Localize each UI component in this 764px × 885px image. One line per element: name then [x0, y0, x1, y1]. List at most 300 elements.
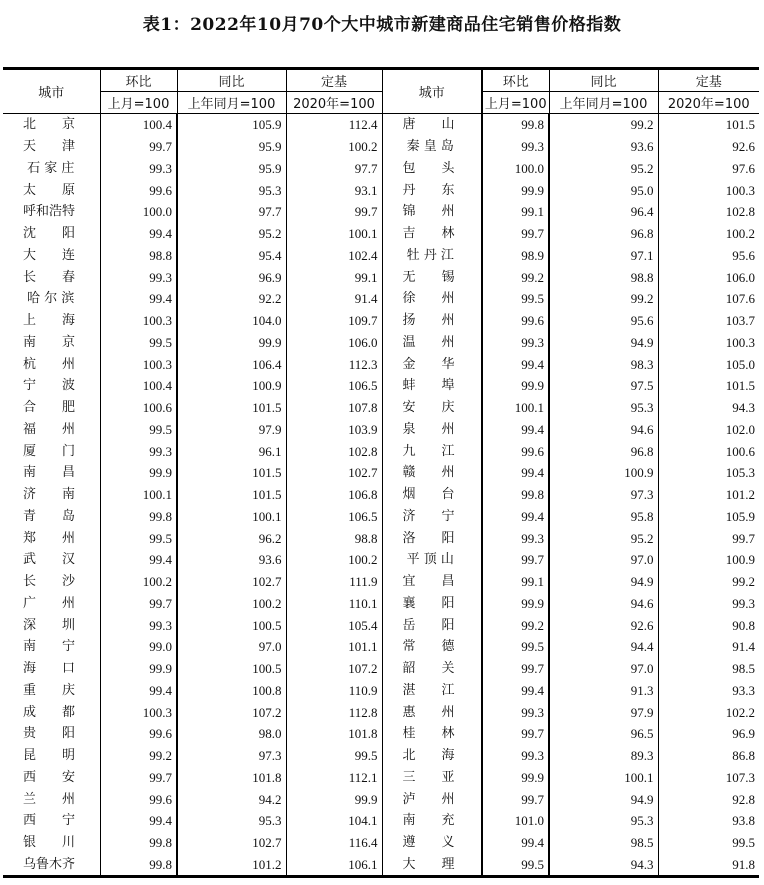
- fixed-cell-right: 98.5: [658, 658, 759, 680]
- city-cell-right: [382, 745, 482, 767]
- city-name: 太 原: [23, 182, 76, 198]
- table-row: [3, 527, 759, 549]
- fixed-cell-right: 100.9: [658, 549, 759, 571]
- mom-cell-left: 99.2: [100, 745, 177, 767]
- mom-cell-right: 99.5: [482, 288, 549, 310]
- city-cell-right: [382, 375, 482, 397]
- city-cell-left: [3, 310, 100, 332]
- city-name: 赣 州: [402, 465, 455, 481]
- mom-cell-left: 99.7: [100, 767, 177, 789]
- yoy-cell-right: 100.9: [549, 462, 658, 484]
- fixed-cell-right: 93.8: [658, 810, 759, 832]
- yoy-cell-left: 98.0: [177, 723, 286, 745]
- table-row: [3, 114, 759, 136]
- city-name: 南 京: [23, 334, 76, 350]
- fixed-cell-right: 86.8: [658, 745, 759, 767]
- city-name: 岳 阳: [402, 617, 455, 633]
- mom-cell-left: 99.4: [100, 288, 177, 310]
- city-name: 长 春: [23, 269, 76, 285]
- fixed-cell-left: 107.8: [286, 397, 382, 419]
- fixed-cell-left: 97.7: [286, 158, 382, 180]
- city-name: 丹 东: [402, 182, 455, 198]
- yoy-cell-left: 96.2: [177, 527, 286, 549]
- mom-cell-left: 99.3: [100, 158, 177, 180]
- city-cell-right: [382, 332, 482, 354]
- city-cell-right: [382, 614, 482, 636]
- yoy-cell-left: 104.0: [177, 310, 286, 332]
- city-cell-right: [382, 484, 482, 506]
- city-cell-right: [382, 723, 482, 745]
- yoy-cell-right: 94.6: [549, 419, 658, 441]
- table-row: [3, 593, 759, 615]
- city-name: 温 州: [402, 334, 455, 350]
- city-name: 西 安: [23, 769, 76, 785]
- yoy-cell-left: 95.2: [177, 223, 286, 245]
- mom-cell-right: 99.2: [482, 614, 549, 636]
- yoy-cell-left: 101.5: [177, 484, 286, 506]
- yoy-cell-right: 97.0: [549, 658, 658, 680]
- fixed-cell-right: 101.2: [658, 484, 759, 506]
- yoy-cell-right: 94.3: [549, 854, 658, 877]
- city-name: 遵 义: [402, 835, 455, 851]
- fixed-cell-left: 111.9: [286, 571, 382, 593]
- city-name: 武 汉: [23, 552, 76, 568]
- fixed-cell-left: 106.5: [286, 506, 382, 528]
- fixed-cell-left: 93.1: [286, 179, 382, 201]
- city-cell-right: [382, 462, 482, 484]
- yoy-cell-right: 95.6: [549, 310, 658, 332]
- city-name: 呼和浩特: [23, 204, 76, 220]
- table-row: [3, 723, 759, 745]
- table-row: [3, 767, 759, 789]
- city-cell-right: [382, 114, 482, 136]
- fixed-cell-right: 105.0: [658, 353, 759, 375]
- mom-cell-right: 99.3: [482, 527, 549, 549]
- yoy-cell-left: 101.5: [177, 397, 286, 419]
- city-cell-right: [382, 832, 482, 854]
- table-row: [3, 506, 759, 528]
- mom-cell-right: 99.4: [482, 680, 549, 702]
- mom-cell-left: 98.8: [100, 245, 177, 267]
- mom-cell-left: 100.6: [100, 397, 177, 419]
- mom-cell-right: 99.5: [482, 854, 549, 877]
- fixed-cell-left: 99.5: [286, 745, 382, 767]
- mom-cell-right: 99.4: [482, 419, 549, 441]
- yoy-cell-right: 91.3: [549, 680, 658, 702]
- yoy-cell-right: 97.3: [549, 484, 658, 506]
- city-name: 南 充: [402, 813, 455, 829]
- fixed-cell-right: 94.3: [658, 397, 759, 419]
- mom-cell-left: 100.0: [100, 201, 177, 223]
- yoy-cell-right: 95.0: [549, 179, 658, 201]
- yoy-cell-left: 95.3: [177, 179, 286, 201]
- yoy-cell-right: 89.3: [549, 745, 658, 767]
- fixed-cell-right: 99.5: [658, 832, 759, 854]
- city-name: 烟 台: [402, 487, 455, 503]
- table-row: [3, 201, 759, 223]
- city-name: 徐 州: [402, 291, 455, 307]
- city-name: 上 海: [23, 313, 76, 329]
- mom-cell-left: 99.6: [100, 788, 177, 810]
- header-fixed-right: 定基: [658, 69, 759, 92]
- yoy-cell-left: 107.2: [177, 701, 286, 723]
- header-yoy-left: 同比: [177, 69, 286, 92]
- table-row: [3, 614, 759, 636]
- fixed-cell-left: 100.2: [286, 136, 382, 158]
- yoy-cell-right: 95.3: [549, 397, 658, 419]
- yoy-cell-left: 100.8: [177, 680, 286, 702]
- fixed-cell-left: 101.8: [286, 723, 382, 745]
- yoy-cell-right: 94.9: [549, 788, 658, 810]
- yoy-cell-left: 96.1: [177, 440, 286, 462]
- yoy-cell-left: 100.5: [177, 658, 286, 680]
- city-cell-right: [382, 201, 482, 223]
- fixed-cell-left: 112.8: [286, 701, 382, 723]
- fixed-cell-left: 103.9: [286, 419, 382, 441]
- yoy-cell-left: 100.2: [177, 593, 286, 615]
- table-row: [3, 353, 759, 375]
- city-cell-right: [382, 440, 482, 462]
- city-name: 九 江: [402, 443, 455, 459]
- fixed-cell-right: 102.8: [658, 201, 759, 223]
- city-cell-right: [382, 353, 482, 375]
- city-cell-left: [3, 767, 100, 789]
- mom-cell-left: 99.5: [100, 332, 177, 354]
- yoy-cell-left: 97.9: [177, 419, 286, 441]
- city-cell-left: [3, 484, 100, 506]
- city-cell-left: [3, 658, 100, 680]
- yoy-cell-right: 97.9: [549, 701, 658, 723]
- fixed-cell-right: 99.2: [658, 571, 759, 593]
- city-cell-right: [382, 571, 482, 593]
- mom-cell-left: 99.9: [100, 658, 177, 680]
- mom-cell-right: 99.7: [482, 223, 549, 245]
- yoy-cell-left: 92.2: [177, 288, 286, 310]
- fixed-cell-left: 104.1: [286, 810, 382, 832]
- header-city-left: 城市: [3, 69, 100, 114]
- mom-cell-right: 99.4: [482, 353, 549, 375]
- header-mom-left: 环比: [100, 69, 177, 92]
- table-row: [3, 484, 759, 506]
- mom-cell-right: 99.1: [482, 571, 549, 593]
- city-name: 北 京: [23, 117, 76, 133]
- yoy-cell-left: 95.4: [177, 245, 286, 267]
- mom-cell-right: 99.7: [482, 788, 549, 810]
- table-row: [3, 745, 759, 767]
- city-name: 合 肥: [23, 400, 76, 416]
- table-row: [3, 158, 759, 180]
- table-row: [3, 419, 759, 441]
- table-row: [3, 549, 759, 571]
- city-cell-left: [3, 136, 100, 158]
- mom-cell-left: 99.9: [100, 462, 177, 484]
- city-cell-left: [3, 462, 100, 484]
- mom-cell-left: 99.8: [100, 832, 177, 854]
- yoy-cell-right: 95.3: [549, 810, 658, 832]
- subheader-row: [3, 92, 759, 114]
- city-name: 深 圳: [23, 617, 76, 633]
- mom-cell-left: 99.3: [100, 440, 177, 462]
- yoy-cell-right: 94.9: [549, 571, 658, 593]
- city-name: 哈 尔 滨: [23, 291, 75, 307]
- city-name: 重 庆: [23, 682, 76, 698]
- yoy-cell-right: 97.1: [549, 245, 658, 267]
- fixed-cell-left: 109.7: [286, 310, 382, 332]
- city-cell-left: [3, 375, 100, 397]
- city-name: 南 宁: [23, 639, 76, 655]
- city-cell-left: [3, 701, 100, 723]
- fixed-cell-left: 112.3: [286, 353, 382, 375]
- city-cell-right: [382, 179, 482, 201]
- yoy-cell-right: 99.2: [549, 288, 658, 310]
- city-name: 三 亚: [402, 769, 455, 785]
- yoy-cell-right: 94.9: [549, 332, 658, 354]
- city-name: 兰 州: [23, 791, 76, 807]
- mom-cell-left: 100.1: [100, 484, 177, 506]
- mom-cell-right: 99.1: [482, 201, 549, 223]
- table-row: [3, 179, 759, 201]
- table-row: [3, 136, 759, 158]
- city-name: 惠 州: [402, 704, 455, 720]
- table-row: [3, 397, 759, 419]
- mom-cell-right: 99.3: [482, 332, 549, 354]
- yoy-cell-right: 98.5: [549, 832, 658, 854]
- mom-cell-left: 99.4: [100, 810, 177, 832]
- yoy-cell-left: 97.3: [177, 745, 286, 767]
- table-row: [3, 462, 759, 484]
- city-name: 厦 门: [23, 443, 76, 459]
- table-row: [3, 332, 759, 354]
- city-cell-right: [382, 223, 482, 245]
- table-body: [3, 114, 759, 877]
- mom-cell-right: 99.3: [482, 745, 549, 767]
- mom-cell-left: 100.4: [100, 114, 177, 136]
- city-name: 平 顶 山: [402, 552, 454, 568]
- city-cell-right: [382, 419, 482, 441]
- city-cell-left: [3, 636, 100, 658]
- city-name: 金 华: [402, 356, 455, 372]
- city-cell-left: [3, 440, 100, 462]
- yoy-cell-right: 96.8: [549, 440, 658, 462]
- mom-cell-right: 99.3: [482, 136, 549, 158]
- mom-cell-left: 99.5: [100, 527, 177, 549]
- city-cell-right: [382, 506, 482, 528]
- mom-cell-right: 99.2: [482, 266, 549, 288]
- city-name: 牡 丹 江: [402, 247, 454, 263]
- subheader-mom-left: 上月=100: [100, 92, 177, 114]
- table-row: [3, 310, 759, 332]
- yoy-cell-right: 94.4: [549, 636, 658, 658]
- city-cell-right: [382, 245, 482, 267]
- fixed-cell-left: 91.4: [286, 288, 382, 310]
- yoy-cell-right: 95.2: [549, 527, 658, 549]
- yoy-cell-right: 94.6: [549, 593, 658, 615]
- city-cell-left: [3, 114, 100, 136]
- city-name: 唐 山: [402, 117, 455, 133]
- yoy-cell-right: 95.8: [549, 506, 658, 528]
- mom-cell-left: 99.7: [100, 593, 177, 615]
- city-name: 福 州: [23, 421, 76, 437]
- fixed-cell-left: 116.4: [286, 832, 382, 854]
- mom-cell-left: 99.0: [100, 636, 177, 658]
- yoy-cell-right: 92.6: [549, 614, 658, 636]
- mom-cell-left: 99.5: [100, 419, 177, 441]
- city-name: 桂 林: [402, 726, 455, 742]
- mom-cell-left: 99.3: [100, 266, 177, 288]
- city-cell-right: [382, 397, 482, 419]
- city-cell-left: [3, 832, 100, 854]
- city-name: 郑 州: [23, 530, 76, 546]
- city-cell-right: [382, 593, 482, 615]
- yoy-cell-left: 97.7: [177, 201, 286, 223]
- city-cell-left: [3, 810, 100, 832]
- city-cell-left: [3, 223, 100, 245]
- mom-cell-right: 99.4: [482, 832, 549, 854]
- mom-cell-right: 99.5: [482, 636, 549, 658]
- fixed-cell-right: 96.9: [658, 723, 759, 745]
- city-name: 吉 林: [402, 226, 455, 242]
- yoy-cell-left: 93.6: [177, 549, 286, 571]
- yoy-cell-right: 97.5: [549, 375, 658, 397]
- mom-cell-right: 100.1: [482, 397, 549, 419]
- subheader-yoy-right: 上年同月=100: [549, 92, 658, 114]
- mom-cell-left: 99.4: [100, 223, 177, 245]
- table-row: [3, 810, 759, 832]
- table-row: [3, 223, 759, 245]
- city-cell-right: [382, 636, 482, 658]
- yoy-cell-left: 105.9: [177, 114, 286, 136]
- city-cell-left: [3, 201, 100, 223]
- city-cell-right: [382, 549, 482, 571]
- fixed-cell-right: 105.9: [658, 506, 759, 528]
- city-name: 海 口: [23, 661, 76, 677]
- fixed-cell-left: 112.1: [286, 767, 382, 789]
- yoy-cell-right: 96.4: [549, 201, 658, 223]
- city-cell-left: [3, 571, 100, 593]
- city-cell-left: [3, 745, 100, 767]
- fixed-cell-right: 102.0: [658, 419, 759, 441]
- mom-cell-right: 99.8: [482, 114, 549, 136]
- mom-cell-right: 99.6: [482, 440, 549, 462]
- city-name: 银 川: [23, 835, 76, 851]
- city-name: 贵 阳: [23, 726, 76, 742]
- city-cell-right: [382, 767, 482, 789]
- city-cell-right: [382, 136, 482, 158]
- table-title: 表1：2022年10月70个大中城市新建商品住宅销售价格指数: [142, 15, 622, 35]
- city-name: 韶 关: [402, 661, 455, 677]
- city-cell-left: [3, 506, 100, 528]
- yoy-cell-left: 102.7: [177, 571, 286, 593]
- fixed-cell-right: 105.3: [658, 462, 759, 484]
- fixed-cell-left: 102.8: [286, 440, 382, 462]
- yoy-cell-left: 99.9: [177, 332, 286, 354]
- subheader-fixed-right: 2020年=100: [658, 92, 759, 114]
- mom-cell-right: 99.9: [482, 375, 549, 397]
- fixed-cell-right: 107.3: [658, 767, 759, 789]
- fixed-cell-left: 110.1: [286, 593, 382, 615]
- yoy-cell-right: 97.0: [549, 549, 658, 571]
- yoy-cell-left: 101.2: [177, 854, 286, 877]
- fixed-cell-right: 101.5: [658, 114, 759, 136]
- mom-cell-right: 99.9: [482, 767, 549, 789]
- fixed-cell-left: 107.2: [286, 658, 382, 680]
- city-name: 蚌 埠: [402, 378, 455, 394]
- fixed-cell-left: 106.0: [286, 332, 382, 354]
- city-cell-right: [382, 810, 482, 832]
- fixed-cell-right: 92.8: [658, 788, 759, 810]
- city-name: 扬 州: [402, 313, 455, 329]
- mom-cell-right: 100.0: [482, 158, 549, 180]
- mom-cell-right: 99.4: [482, 462, 549, 484]
- mom-cell-right: 99.6: [482, 310, 549, 332]
- fixed-cell-right: 97.6: [658, 158, 759, 180]
- yoy-cell-right: 95.2: [549, 158, 658, 180]
- table-row: [3, 440, 759, 462]
- city-name: 广 州: [23, 595, 76, 611]
- city-name: 锦 州: [402, 204, 455, 220]
- city-cell-right: [382, 310, 482, 332]
- fixed-cell-left: 100.2: [286, 549, 382, 571]
- city-cell-left: [3, 266, 100, 288]
- mom-cell-right: 101.0: [482, 810, 549, 832]
- city-name: 无 锡: [402, 269, 455, 285]
- yoy-cell-right: 99.2: [549, 114, 658, 136]
- fixed-cell-right: 100.2: [658, 223, 759, 245]
- yoy-cell-left: 100.9: [177, 375, 286, 397]
- fixed-cell-right: 106.0: [658, 266, 759, 288]
- city-name: 杭 州: [23, 356, 76, 372]
- fixed-cell-right: 100.3: [658, 332, 759, 354]
- fixed-cell-right: 90.8: [658, 614, 759, 636]
- city-name: 青 岛: [23, 508, 76, 524]
- fixed-cell-right: 100.6: [658, 440, 759, 462]
- city-name: 济 宁: [402, 508, 455, 524]
- fixed-cell-right: 101.5: [658, 375, 759, 397]
- city-name: 昆 明: [23, 748, 76, 764]
- city-name: 南 昌: [23, 465, 76, 481]
- table-row: [3, 245, 759, 267]
- yoy-cell-left: 102.7: [177, 832, 286, 854]
- city-cell-right: [382, 854, 482, 877]
- table-row: [3, 636, 759, 658]
- city-name: 包 头: [402, 160, 455, 176]
- mom-cell-right: 99.3: [482, 701, 549, 723]
- city-name: 天 津: [23, 139, 76, 155]
- yoy-cell-left: 94.2: [177, 788, 286, 810]
- city-cell-left: [3, 179, 100, 201]
- subheader-fixed-left: 2020年=100: [286, 92, 382, 114]
- city-cell-right: [382, 680, 482, 702]
- yoy-cell-right: 98.3: [549, 353, 658, 375]
- fixed-cell-left: 110.9: [286, 680, 382, 702]
- yoy-cell-right: 96.8: [549, 223, 658, 245]
- subheader-mom-right: 上月=100: [482, 92, 549, 114]
- city-cell-left: [3, 288, 100, 310]
- subheader-yoy-left: 上年同月=100: [177, 92, 286, 114]
- city-name: 石 家 庄: [23, 160, 75, 176]
- mom-cell-right: 99.7: [482, 549, 549, 571]
- mom-cell-right: 99.9: [482, 593, 549, 615]
- fixed-cell-left: 105.4: [286, 614, 382, 636]
- mom-cell-right: 98.9: [482, 245, 549, 267]
- fixed-cell-right: 107.6: [658, 288, 759, 310]
- city-cell-left: [3, 788, 100, 810]
- city-name: 乌鲁木齐: [23, 856, 76, 872]
- header-fixed-left: 定基: [286, 69, 382, 92]
- header-yoy-right: 同比: [549, 69, 658, 92]
- header-row: [3, 69, 759, 92]
- city-name: 北 海: [402, 748, 455, 764]
